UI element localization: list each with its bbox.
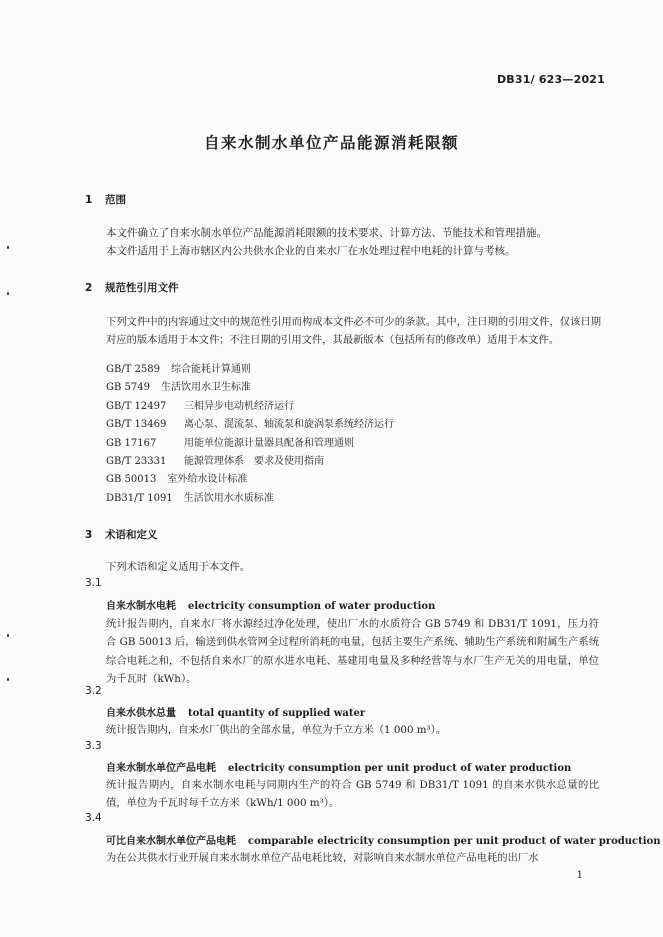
reference-item bbox=[106, 398, 394, 416]
reference-name: 三相异步电动机经济运行 bbox=[184, 400, 294, 412]
section-heading-scope bbox=[85, 192, 126, 207]
section-title: 规范性引用文件 bbox=[105, 282, 179, 294]
terms-intro bbox=[85, 558, 605, 576]
term-number: 3.2 bbox=[85, 685, 102, 697]
paragraph: 下列术语和定义适用于本文件。 bbox=[106, 561, 251, 573]
term-heading bbox=[106, 759, 571, 774]
paragraph: 本文件适用于上海市辖区内公共供水企业的自来水厂在水处理过程中电耗的计算与考核。 bbox=[106, 245, 516, 257]
term-zh: 自来水供水总量 bbox=[106, 708, 176, 719]
reference-name: 生活饮用水水质标准 bbox=[183, 492, 274, 504]
section-number: 3 bbox=[85, 529, 93, 541]
document-code: DB31/ 623—2021 bbox=[496, 73, 605, 86]
section-heading-references bbox=[85, 280, 179, 295]
reference-item bbox=[106, 361, 394, 379]
term-number: 3.1 bbox=[85, 577, 102, 589]
reference-item bbox=[106, 435, 394, 453]
reference-code: GB/T 2589 bbox=[106, 364, 161, 375]
term-number: 3.4 bbox=[85, 812, 102, 824]
reference-name: 综合能耗计算通则 bbox=[171, 364, 252, 375]
reference-code: GB/T 12497 bbox=[106, 400, 167, 412]
term-zh: 自来水制水电耗 bbox=[106, 601, 176, 612]
term-heading bbox=[106, 704, 365, 719]
reference-item bbox=[106, 379, 394, 397]
section-title: 范围 bbox=[105, 194, 126, 206]
reference-item bbox=[106, 471, 394, 489]
reference-name: 生活饮用水卫生标准 bbox=[160, 382, 251, 394]
term-definition bbox=[85, 615, 599, 689]
paragraph: 本文件确立了自来水制水单位产品能源消耗限额的技术要求、计算方法、节能技术和管理措施。 bbox=[106, 227, 547, 239]
paragraph: 为在公共供水行业开展自来水制水单位产品电耗比较，对影响自来水制水单位产品电耗的出厂水 bbox=[106, 852, 539, 864]
paragraph: 下列文件中的内容通过文中的规范性引用而构成本文件必不可少的条款。其中，注日期的引用文件，仅该日期对应的版本适用于本文件；不注日期的引用文件，其最新版本（包括所有的修改单）适用于本文件。 bbox=[106, 316, 601, 346]
paragraph: 统计报告期内，自来水制水电耗与同期内生产的符合 GB 5749 和 DB31/T 1091 的自来水供水总量的比值，单位为千瓦时每千立方米（kWh/1 000 m³）。 bbox=[106, 779, 599, 810]
term-heading bbox=[106, 832, 660, 847]
reference-list bbox=[106, 361, 394, 508]
scope-text bbox=[85, 224, 605, 260]
term-definition bbox=[85, 776, 599, 813]
scan-mark bbox=[7, 634, 9, 637]
reference-name: 用能单位能源计量器具配备和管理通则 bbox=[184, 437, 354, 449]
term-definition bbox=[85, 721, 599, 739]
section-number: 1 bbox=[85, 194, 93, 206]
reference-code: GB 50013 bbox=[106, 474, 157, 486]
reference-item bbox=[106, 490, 394, 508]
scan-mark bbox=[7, 292, 9, 295]
reference-code: GB 5749 bbox=[106, 382, 150, 394]
section-heading-terms bbox=[85, 527, 158, 542]
reference-item bbox=[106, 453, 394, 471]
section-title: 术语和定义 bbox=[105, 529, 158, 541]
paragraph: 统计报告期内，自来水厂供出的全部水量，单位为千立方米（1 000 m³）。 bbox=[106, 724, 447, 736]
term-number: 3.3 bbox=[85, 740, 102, 752]
section-number: 2 bbox=[85, 282, 93, 294]
term-zh: 自来水制水单位产品电耗 bbox=[106, 763, 216, 774]
reference-name: 室外给水设计标准 bbox=[167, 474, 248, 486]
reference-name: 能源管理体系 要求及使用指南 bbox=[184, 455, 324, 467]
term-en: total quantity of supplied water bbox=[188, 708, 366, 719]
term-en: electricity consumption per unit product of water production bbox=[228, 763, 572, 774]
term-definition bbox=[85, 849, 599, 867]
document-title: 自来水制水单位产品能源消耗限额 bbox=[203, 134, 459, 152]
reference-code: GB 17167 bbox=[106, 437, 157, 449]
reference-name: 离心泵、混流泵、轴流泵和旋涡泵系统经济运行 bbox=[184, 419, 394, 431]
term-en: comparable electricity consumption per unit product of water production bbox=[248, 836, 661, 847]
reference-code: GB/T 23331 bbox=[106, 455, 167, 467]
scan-mark bbox=[7, 246, 9, 249]
reference-item bbox=[106, 416, 394, 434]
term-heading bbox=[106, 597, 435, 612]
paragraph: 统计报告期内，自来水厂将水源经过净化处理，使出厂水的水质符合 GB 5749 和 DB31/T 1091，压力符合 GB 50013 后，输送到供水管网全过程所消耗的电量，包括主要生产系统、辅助生产系统和附属生产系统综合电耗之和，不包括自来水厂的原水进水电耗、基建用电量及多种经营等与水厂生产无关的用电量，单位为千瓦时（kWh）。 bbox=[106, 618, 599, 686]
scan-mark bbox=[7, 678, 9, 681]
page-number: 1 bbox=[576, 870, 583, 881]
reference-code: DB31/T 1091 bbox=[106, 492, 173, 504]
term-en: electricity consumption of water production bbox=[188, 601, 436, 612]
term-zh: 可比自来水制水单位产品电耗 bbox=[106, 836, 236, 847]
reference-code: GB/T 13469 bbox=[106, 419, 167, 431]
references-intro bbox=[85, 313, 601, 349]
